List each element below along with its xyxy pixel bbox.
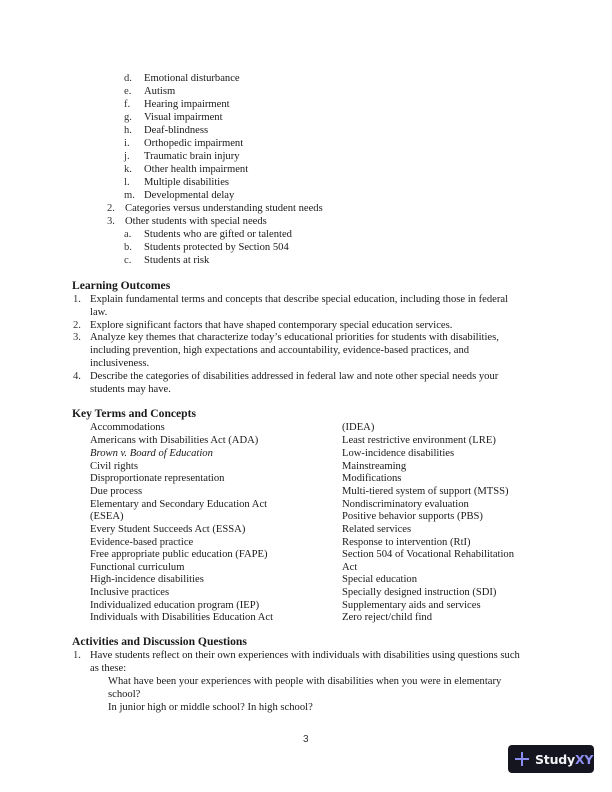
term: Nondiscriminatory evaluation xyxy=(342,499,469,510)
term: Act xyxy=(342,562,358,573)
list-label: h. xyxy=(124,125,132,136)
list-item: Students who are gifted or talented xyxy=(144,229,292,240)
list-item: Other health impairment xyxy=(144,164,249,175)
list-label: 3. xyxy=(107,216,115,227)
term: Functional curriculum xyxy=(90,562,185,573)
term: Accommodations xyxy=(90,422,165,433)
term: Zero reject/child find xyxy=(342,612,433,623)
list-item: Orthopedic impairment xyxy=(144,138,244,149)
term: Section 504 of Vocational Rehabilitation xyxy=(342,549,515,560)
list-label: c. xyxy=(124,255,132,266)
term: High-incidence disabilities xyxy=(90,574,204,585)
list-label: d. xyxy=(124,73,132,84)
term: (ESEA) xyxy=(90,511,124,522)
list-label: j. xyxy=(124,151,130,162)
list-label: 2. xyxy=(73,320,81,331)
list-label: f. xyxy=(124,99,131,110)
list-label: b. xyxy=(124,242,132,253)
list-item: Have students reflect on their own experiences with individuals with disabilities using questions such xyxy=(90,650,520,661)
list-label: m. xyxy=(124,190,135,201)
plus-icon xyxy=(515,752,529,766)
list-item-continuation: students may have. xyxy=(90,384,171,395)
term: Related services xyxy=(342,524,412,535)
term: Response to intervention (RtI) xyxy=(342,537,471,548)
brand-main: Study xyxy=(535,751,575,767)
term: Modifications xyxy=(342,473,402,484)
term: Individualized education program (IEP) xyxy=(90,600,260,611)
list-label: l. xyxy=(124,177,130,188)
term: Multi-tiered system of support (MTSS) xyxy=(342,486,509,497)
term: Supplementary aids and services xyxy=(342,600,481,611)
list-label: k. xyxy=(124,164,132,175)
list-item: Multiple disabilities xyxy=(144,177,230,188)
term: Free appropriate public education (FAPE) xyxy=(90,549,268,560)
term: Due process xyxy=(90,486,143,497)
term: Disproportionate representation xyxy=(90,473,225,484)
term: (IDEA) xyxy=(342,422,375,433)
section-heading: Activities and Discussion Questions xyxy=(72,635,247,648)
term: Specially designed instruction (SDI) xyxy=(342,587,497,598)
list-item: Categories versus understanding student needs xyxy=(125,203,323,214)
list-item: Developmental delay xyxy=(144,190,235,201)
list-label: 4. xyxy=(73,371,81,382)
list-item-continuation: including prevention, high expectations and accountability, evidence-based practices, and xyxy=(90,345,470,356)
list-item-continuation: law. xyxy=(90,307,108,318)
list-label: 1. xyxy=(73,294,81,305)
term: Americans with Disabilities Act (ADA) xyxy=(90,435,259,446)
list-label: e. xyxy=(124,86,132,97)
list-label: 2. xyxy=(107,203,115,214)
discussion-question: school? xyxy=(108,689,141,700)
discussion-question: In junior high or middle school? In high school? xyxy=(108,702,313,713)
list-item: Students at risk xyxy=(144,255,210,266)
list-item: Emotional disturbance xyxy=(144,73,240,84)
list-label: i. xyxy=(124,138,130,149)
term: Positive behavior supports (PBS) xyxy=(342,511,483,522)
term: Elementary and Secondary Education Act xyxy=(90,499,268,510)
section-heading: Key Terms and Concepts xyxy=(72,407,196,420)
list-item-continuation: inclusiveness. xyxy=(90,358,150,369)
term: Mainstreaming xyxy=(342,461,407,472)
list-label: a. xyxy=(124,229,132,240)
term: Least restrictive environment (LRE) xyxy=(342,435,496,446)
discussion-question: What have been your experiences with people with disabilities when you were in elementary xyxy=(108,676,502,687)
term: Every Student Succeeds Act (ESSA) xyxy=(90,524,246,535)
list-item: Autism xyxy=(144,86,176,97)
studyxy-badge[interactable] xyxy=(508,745,594,773)
list-item: Explore significant factors that have shaped contemporary special education services. xyxy=(90,320,453,331)
list-label: 1. xyxy=(73,650,81,661)
list-item-continuation: as these: xyxy=(90,663,127,674)
list-item: Hearing impairment xyxy=(144,99,230,110)
term: Civil rights xyxy=(90,461,138,472)
list-item: Deaf-blindness xyxy=(144,125,209,136)
list-item: Students protected by Section 504 xyxy=(144,242,289,253)
list-item: Other students with special needs xyxy=(125,216,267,227)
list-item: Describe the categories of disabilities addressed in federal law and note other special needs your xyxy=(90,371,499,382)
term: Inclusive practices xyxy=(90,587,170,598)
list-item: Explain fundamental terms and concepts that describe special education, including those in federal xyxy=(90,294,509,305)
list-item: Analyze key themes that characterize today’s educational priorities for students with disabilities, xyxy=(90,332,499,343)
term: Low-incidence disabilities xyxy=(342,448,455,459)
term: Special education xyxy=(342,574,418,585)
section-heading: Learning Outcomes xyxy=(72,279,171,292)
term: Individuals with Disabilities Education Act xyxy=(90,612,274,623)
list-item: Traumatic brain injury xyxy=(144,151,240,162)
page-number: 3 xyxy=(303,734,309,745)
brand-accent: XY xyxy=(574,751,594,767)
term: Brown v. Board of Education xyxy=(90,448,213,459)
list-item: Visual impairment xyxy=(144,112,223,123)
brand-logo-text xyxy=(535,752,593,767)
list-label: 3. xyxy=(73,332,81,343)
list-label: g. xyxy=(124,112,132,123)
term: Evidence-based practice xyxy=(90,537,194,548)
